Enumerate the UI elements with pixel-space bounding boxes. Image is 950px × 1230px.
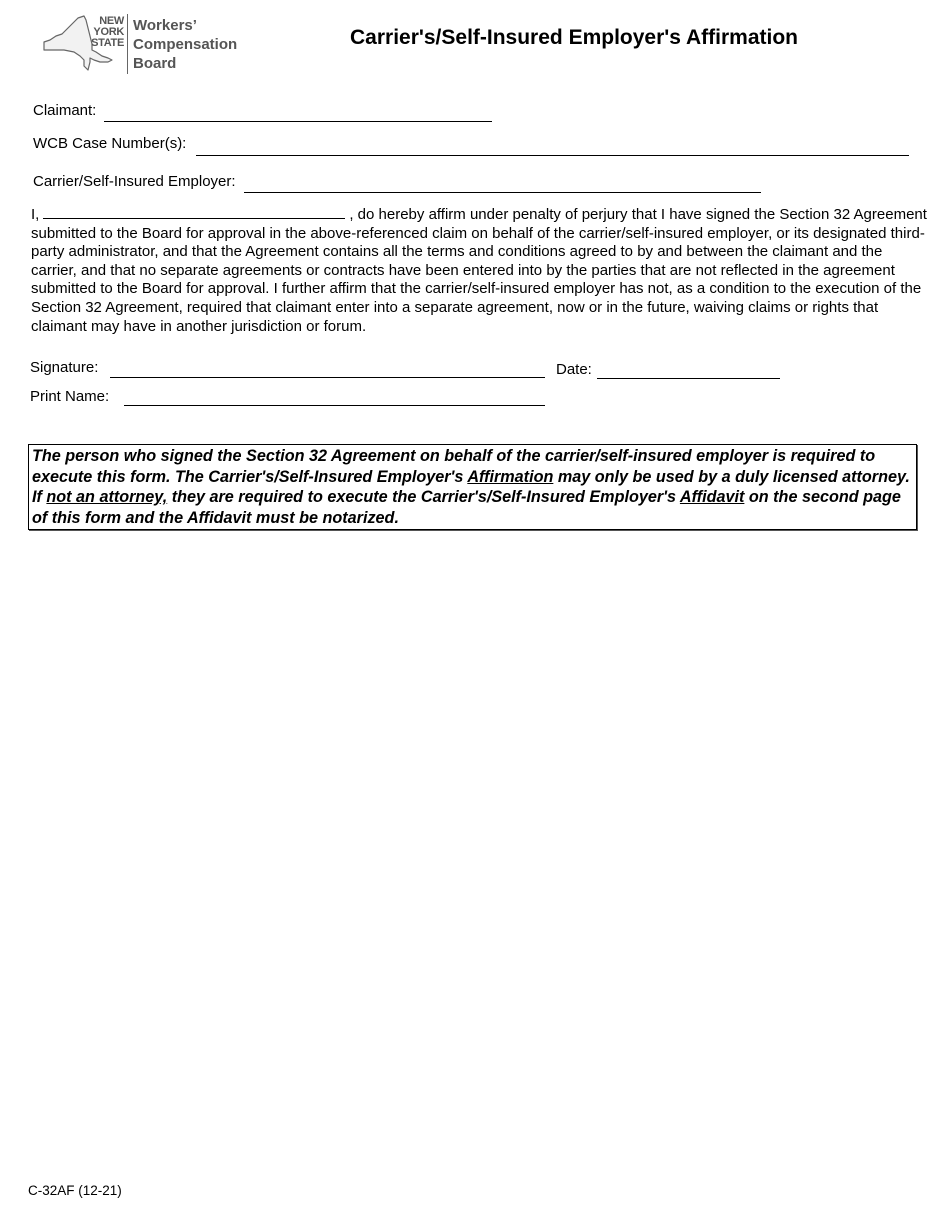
notice-text-4: on the second page of this form and the Affidavit must be notarized. xyxy=(32,488,901,527)
notice-text-3: they are required to execute the Carrier's/Self-Insured Employer's xyxy=(167,488,680,507)
notice-affirmation-word: Affirmation xyxy=(467,467,554,486)
notice-text-1: The person who signed the Section 32 Agreement on behalf of the carrier/self-insured employer is required to execute this form. The Carrier's/Self-Insured Employer's xyxy=(32,447,876,486)
claimant-label: Claimant: xyxy=(33,102,97,119)
case-number-label: WCB Case Number(s): xyxy=(33,135,187,152)
logo-divider xyxy=(127,14,128,74)
affirmation-paragraph xyxy=(31,205,931,336)
notice-not-attorney: not an attorney, xyxy=(46,488,168,507)
affirmant-name-field[interactable] xyxy=(43,205,345,219)
claimant-field[interactable] xyxy=(104,121,492,122)
logo-state-text: NEW YORK STATE xyxy=(91,15,124,49)
affirmation-text: , do hereby affirm under penalty of perjury that I have signed the Section 32 Agreement submitted to the Board for approval in the above-referenced claim on behalf of the carrier/self-insured employer, or its designated third-party administrator, and that the Agreement contains all the terms and conditions agreed to by and between the claimant and the carrier, and that no separate agreements or contracts have been entered into by the parties that are not reflected in the agreement submitted to the Board for approval. I further affirm that the carrier/self-insured employer has not, as a condition to the execution of the Section 32 Agreement, required that claimant enter into a separate agreement, now or in the future, waiving claims or rights that claimant may have in another jurisdiction or forum. xyxy=(31,206,927,335)
form-title: Carrier's/Self-Insured Employer's Affirmation xyxy=(350,26,798,49)
signature-field[interactable] xyxy=(110,377,545,378)
case-number-field[interactable] xyxy=(196,155,909,156)
carrier-label: Carrier/Self-Insured Employer: xyxy=(33,173,236,190)
notice-box xyxy=(28,444,917,530)
notice-affidavit-word: Affidavit xyxy=(679,488,745,507)
signature-label: Signature: xyxy=(30,359,99,376)
date-field[interactable] xyxy=(597,378,780,379)
logo-agency-text: Workers’ Compensation Board xyxy=(133,17,238,72)
wcb-logo xyxy=(40,12,250,76)
form-code: C-32AF (12-21) xyxy=(28,1183,122,1198)
affirmation-lead: I, xyxy=(31,206,40,223)
carrier-field[interactable] xyxy=(244,192,761,193)
print-name-field[interactable] xyxy=(124,405,545,406)
date-label: Date: xyxy=(556,361,592,378)
notice-text-2: may only be used by a duly licensed attorney. If xyxy=(32,467,910,507)
print-name-label: Print Name: xyxy=(30,388,110,405)
